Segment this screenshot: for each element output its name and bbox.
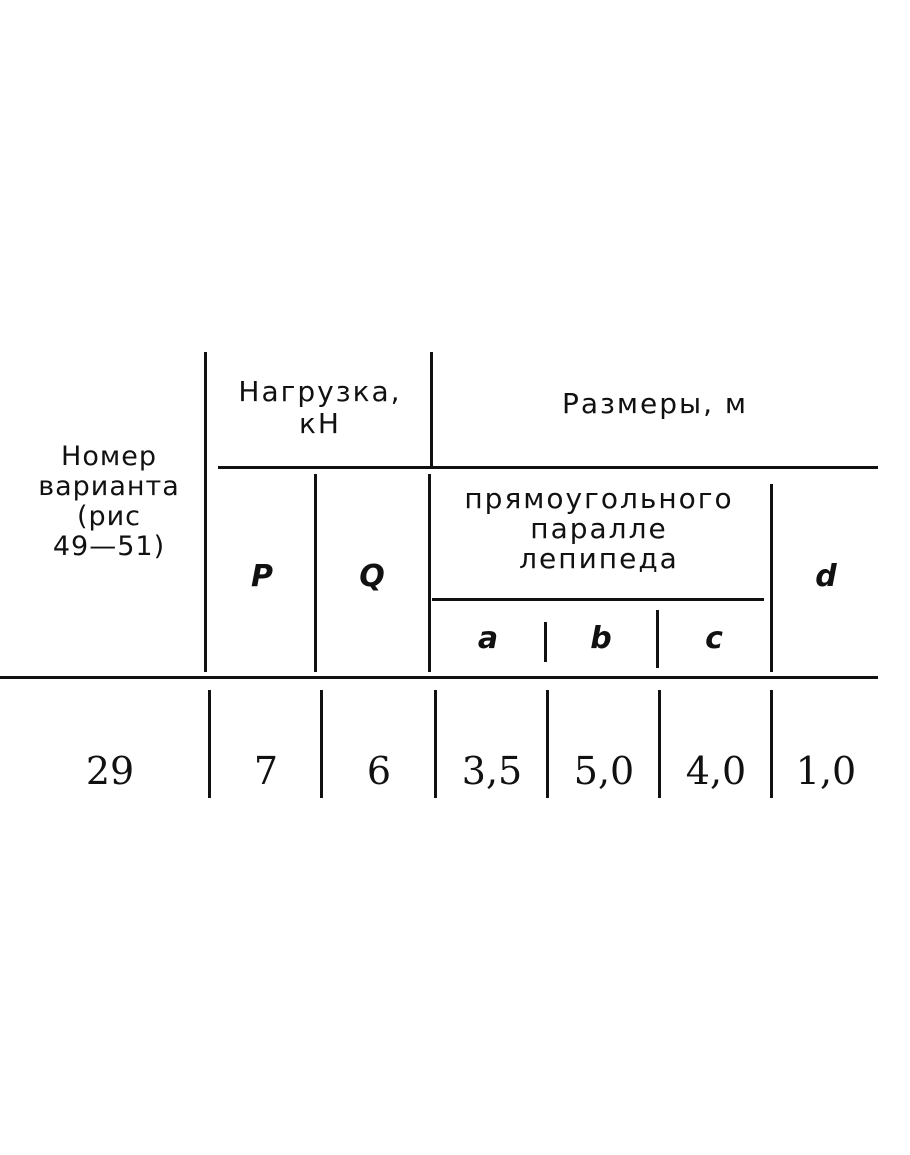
cell-a: 3,5: [461, 749, 523, 793]
cell-variant: 29: [85, 749, 135, 793]
header-dimensions: Размеры, м: [561, 387, 749, 420]
header-col-c: c: [705, 621, 723, 656]
rule-under-parallelepiped: [432, 598, 764, 601]
header-col-a: a: [477, 621, 499, 656]
rule-v-p-right-row: [320, 690, 323, 798]
rule-v-variant-right-row: [208, 690, 211, 798]
header-load: Нагрузка, кН: [238, 375, 402, 440]
rule-header-bottom: [0, 676, 878, 679]
header-col-p: P: [251, 559, 273, 594]
header-col-b: b: [590, 621, 612, 656]
rule-v-a-right-row: [546, 690, 549, 798]
rule-v-b-right-row: [658, 690, 661, 798]
rule-under-load-and-dimensions: [218, 466, 878, 469]
cell-b: 5,0: [573, 749, 635, 793]
header-col-d: d: [815, 559, 837, 594]
header-parallelepiped: прямоугольного паралле лепипеда: [464, 482, 734, 575]
header-col-q: Q: [359, 559, 385, 594]
rule-v-q-right-header: [428, 474, 431, 672]
rule-v-p-right-header: [314, 474, 317, 672]
rule-v-c-right-row: [770, 690, 773, 798]
rule-v-load-right-header: [430, 352, 433, 468]
rule-v-variant-right-header: [204, 352, 207, 672]
rule-v-c-right-header: [770, 484, 773, 672]
rule-v-b-right-header: [656, 610, 659, 668]
rule-v-a-right-header: [544, 622, 547, 662]
cell-c: 4,0: [685, 749, 747, 793]
cell-d: 1,0: [795, 749, 857, 793]
header-variant: Номер варианта (рис 49—51): [38, 441, 180, 562]
rule-v-q-right-row: [434, 690, 437, 798]
cell-q: 6: [366, 749, 392, 793]
cell-p: 7: [253, 749, 279, 793]
